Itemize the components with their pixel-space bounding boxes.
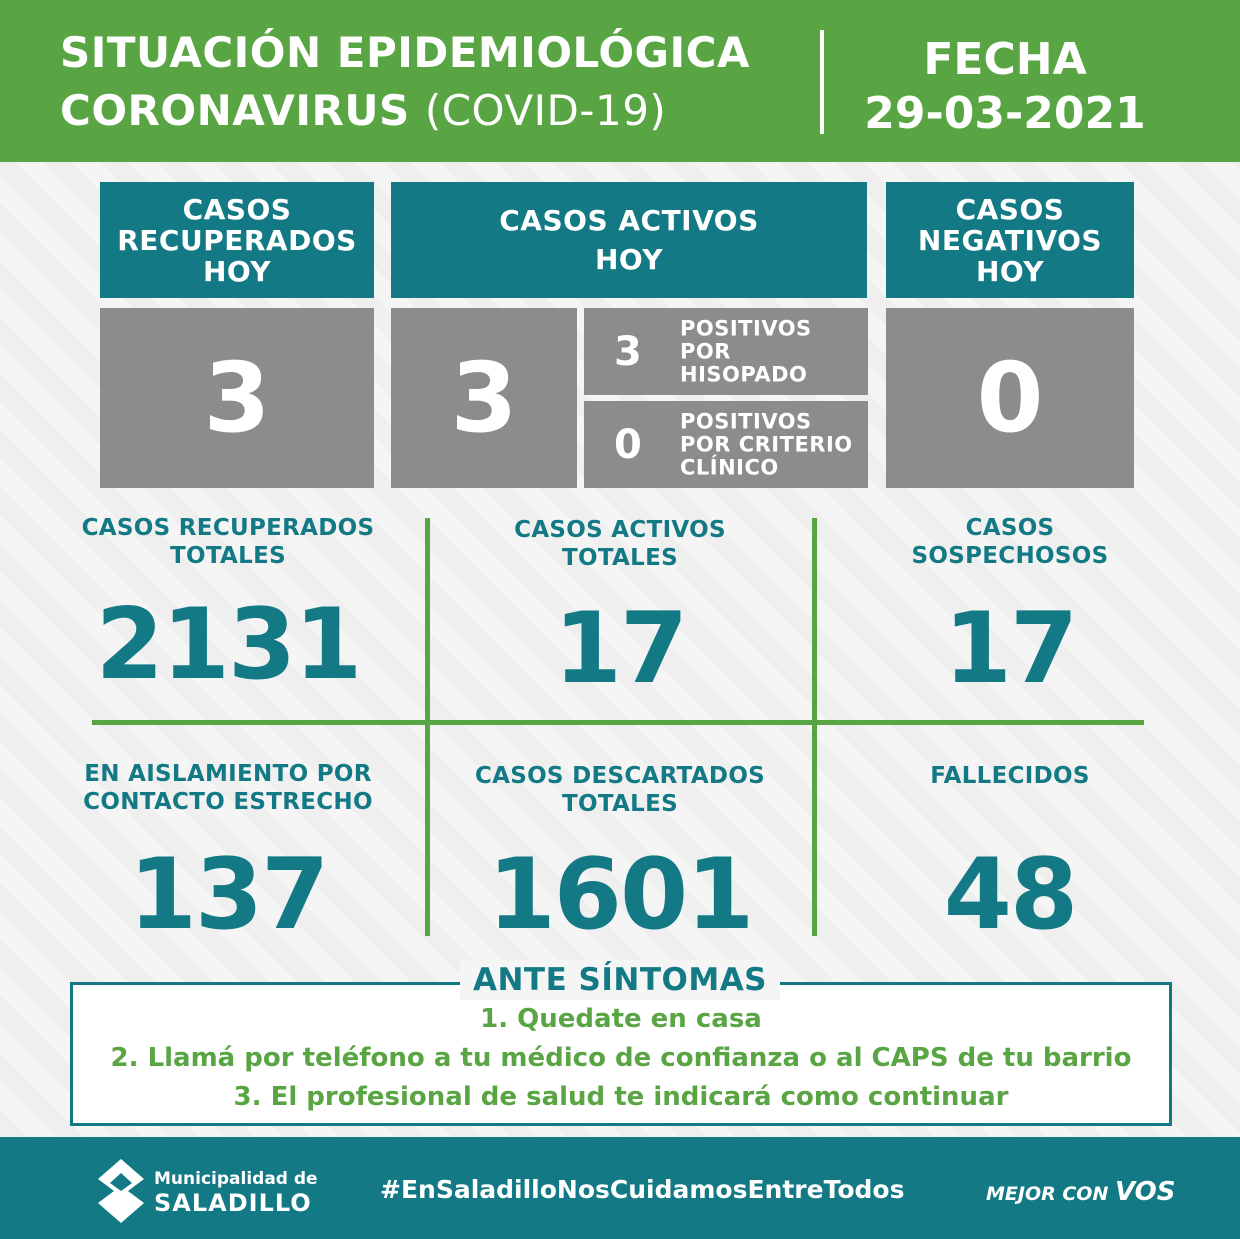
aislamiento-value: 137 [128, 838, 328, 952]
criterio-label: POSITIVOS POR CRITERIO CLÍNICO [680, 409, 853, 479]
title-covid: (COVID-19) [424, 86, 667, 135]
footer-slogan-b: VOS [1114, 1177, 1176, 1207]
sintomas-step-3: 3. El profesional de salud te indicará como continuar [233, 1082, 1009, 1112]
header-divider [820, 30, 824, 134]
hisopado-label: POSITIVOS POR HISOPADO [680, 316, 812, 386]
sospechosos-label-line1: CASOS [965, 515, 1055, 541]
header-banner [0, 0, 1240, 162]
footer-muni-big: SALADILLO [154, 1189, 312, 1217]
recuperados-totales-label-line2: TOTALES [170, 543, 286, 569]
recuperados-totales-label [70, 514, 386, 570]
recuperados-hoy-label: CASOS RECUPERADOS HOY [117, 192, 357, 288]
grid-vline-left [425, 518, 430, 936]
activos-totales-label-line1: CASOS ACTIVOS [514, 517, 726, 543]
activos-totales-label-line2: TOTALES [562, 545, 678, 571]
criterio-box [584, 401, 868, 488]
footer-slogan-a: MEJOR CON [986, 1183, 1109, 1205]
hisopado-box [584, 308, 868, 395]
fallecidos-label [860, 762, 1160, 790]
activos-hoy-box [391, 308, 577, 488]
recuperados-hoy-box [100, 308, 374, 488]
descartados-label-line1: CASOS DESCARTADOS [474, 763, 766, 789]
activos-hoy-label-line1: CASOS ACTIVOS [499, 204, 759, 237]
descartados-label [460, 762, 780, 818]
recuperados-totales-label-line1: CASOS RECUPERADOS [81, 515, 375, 541]
sintomas-step-2: 2. Llamá por teléfono a tu médico de confianza o al CAPS de tu barrio [110, 1043, 1132, 1073]
negativos-hoy-value: 0 [976, 342, 1044, 454]
descartados-value: 1601 [487, 838, 753, 952]
activos-hoy-header [391, 182, 867, 298]
grid-hline [92, 720, 1144, 725]
recuperados-totales-value: 2131 [95, 588, 361, 702]
fallecidos-label-line1: FALLECIDOS [930, 763, 1090, 789]
fecha-value: 29-03-2021 [864, 88, 1146, 139]
activos-hoy-label-line2: HOY [594, 243, 663, 276]
activos-totales-value: 17 [553, 592, 687, 706]
sospechosos-label [860, 514, 1160, 570]
saladillo-logo-icon [98, 1159, 144, 1223]
fallecidos-value: 48 [943, 838, 1077, 952]
negativos-hoy-label: CASOS NEGATIVOS HOY [917, 192, 1103, 288]
activos-totales-label [460, 516, 780, 572]
sintomas-step-1: 1. Quedate en casa [480, 1004, 762, 1034]
grid-vline-right [812, 518, 817, 936]
sospechosos-label-line2: SOSPECHOSOS [911, 543, 1109, 569]
footer-hashtag: #EnSaladilloNosCuidamosEntreTodos [380, 1175, 905, 1204]
sospechosos-value: 17 [943, 592, 1077, 706]
recuperados-hoy-header [100, 182, 374, 298]
criterio-value: 0 [614, 421, 642, 468]
aislamiento-label-line2: CONTACTO ESTRECHO [83, 789, 373, 815]
footer-banner [0, 1137, 1240, 1239]
title-coronavirus: CORONAVIRUS [60, 86, 410, 135]
negativos-hoy-box [886, 308, 1134, 488]
sintomas-title: ANTE SÍNTOMAS [460, 960, 780, 1000]
footer-slogan [986, 1177, 1175, 1207]
descartados-label-line2: TOTALES [562, 791, 678, 817]
page-title-line2 [60, 86, 666, 135]
recuperados-hoy-value: 3 [203, 342, 271, 454]
page-title-line1: SITUACIÓN EPIDEMIOLÓGICA [60, 28, 750, 77]
footer-muni-small: Municipalidad de [154, 1169, 318, 1189]
hisopado-value: 3 [614, 328, 642, 375]
negativos-hoy-header [886, 182, 1134, 298]
aislamiento-label-line1: EN AISLAMIENTO POR [84, 761, 372, 787]
aislamiento-label [70, 760, 386, 816]
activos-hoy-value: 3 [450, 342, 518, 454]
fecha-label: FECHA [923, 34, 1087, 85]
